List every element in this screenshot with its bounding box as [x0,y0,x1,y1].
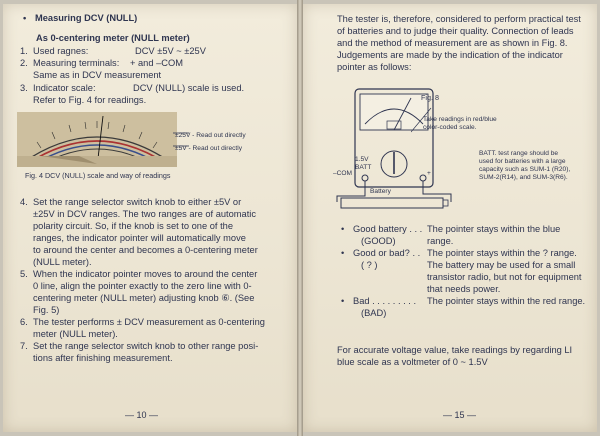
batt-note-line: BATT. test range should be [479,150,559,157]
step-line: polarity circuit. So, if the knob is set to one of the [33,221,233,231]
judgement-term: Good battery . . . [353,224,423,234]
judgement-term2: (GOOD) [361,236,396,246]
judgement-line: The pointer stays within the ? range. [427,248,577,258]
step-line: to around the center and becomes a 0-centering meter [33,245,258,255]
fig4-annotation-5v: ±5V - Read out directly [175,145,243,152]
judgement-line: range. [427,236,454,246]
fig8-note-line: color-coded scale. [423,124,477,131]
spec-value: DCV (NULL) scale is used. [133,83,245,93]
spec-label: Same as in DCV measurement [33,70,162,80]
step-num: 5. [20,269,28,279]
fig4-annotation-25v: ±25V - Read out directly [175,132,246,139]
step-num: 4. [20,197,28,207]
batt-word-label: BATT [355,164,372,171]
batt-note-line: SUM-2(R14), and SUM-3(R6). [479,174,568,181]
fig8-label: Fig. 8 [421,93,439,102]
step-line: ±25V in DCV ranges. The two ranges are of automatic [33,209,257,219]
page-number: — 10 — [125,410,159,420]
spec-value: DCV ±5V ~ ±25V [135,46,206,56]
batt-note-line: used for batteries with a large [479,158,566,165]
judgement-term2: (BAD) [361,308,387,318]
judgement-line: that needs power. [427,284,501,294]
spec-num: 3. [20,83,28,93]
spec-label: Measuring terminals: [33,58,120,68]
subheading: As 0-centering meter (NULL meter) [36,33,190,43]
step-line: The tester performs ± DCV measurement as 0-centering [33,317,265,327]
step-num: 7. [20,341,28,351]
intro-line: The tester is, therefore, considered to perform practical test [337,14,581,24]
batt-range-label: 1.5V [355,156,369,163]
step-line: (NULL meter). [33,257,92,267]
bullet-icon: • [341,224,345,234]
judgement-term: Bad . . . . . . . . . [353,296,417,306]
step-line: 0 line, align the pointer exactly to the zero line with 0- [33,281,252,291]
spec-label: Refer to Fig. 4 for readings. [33,95,147,105]
bullet-icon: • [23,13,27,23]
judgement-line: transistor radio, but not for equipment [427,272,582,282]
judgement-line: The pointer stays within the blue [427,224,561,234]
spec-num: 1. [20,46,28,56]
intro-line: Judgements are made by the indication of the indicator [337,50,563,60]
fig8-tester-diagram [327,86,457,216]
battery-label: Battery [370,188,391,195]
spec-label: Indicator scale: [33,83,96,93]
step-line: Set the range selector switch knob to other range posi- [33,341,259,351]
bullet-icon: • [341,296,345,306]
outro-line: For accurate voltage value, take readings by regarding LI [337,345,573,355]
judgement-line: The battery may be used for a small [427,260,576,270]
fig4-scale-image [17,112,177,167]
bullet-icon: • [341,248,345,258]
intro-line: of batteries and to judge their quality. Connection of leads [337,26,574,36]
page-number: — 15 — [443,410,477,420]
step-line: ranges, the indicator pointer will automatically move [33,233,246,243]
fig8-note-line: Take readings in red/blue [423,116,497,123]
batt-note-line: capacity such as SUM-1 (R20), [479,166,571,173]
spec-num: 2. [20,58,28,68]
step-line: meter (NULL meter). [33,329,118,339]
step-line: tions after finishing measurement. [33,353,173,363]
plus-terminal-label: + [427,170,431,177]
step-line: centering meter (NULL meter) adjusting knob ⑥. (See [33,293,255,303]
spec-value: + and –COM [130,58,183,68]
judgement-term2: ( ? ) [361,260,378,270]
spec-label: Used ragnes: [33,46,89,56]
step-line: Set the range selector switch knob to either ±5V or [33,197,242,207]
fig4-caption: Fig. 4 DCV (NULL) scale and way of readings [25,171,171,180]
com-terminal-label: –COM [333,170,353,177]
outro-line: blue scale as a voltmeter of 0 ~ 1.5V [337,357,488,367]
section-heading: Measuring DCV (NULL) [35,13,138,23]
step-num: 6. [20,317,28,327]
intro-line: and the method of measurement are as shown in Fig. 8. [337,38,568,48]
judgement-term: Good or bad? . . [353,248,421,258]
step-line: Fig. 5) [33,305,60,315]
step-line: When the indicator pointer moves to around the center [33,269,258,279]
judgement-line: The pointer stays within the red range. [427,296,586,306]
right-page [303,4,597,432]
intro-line: pointer as follows: [337,62,412,72]
left-page [3,4,297,432]
